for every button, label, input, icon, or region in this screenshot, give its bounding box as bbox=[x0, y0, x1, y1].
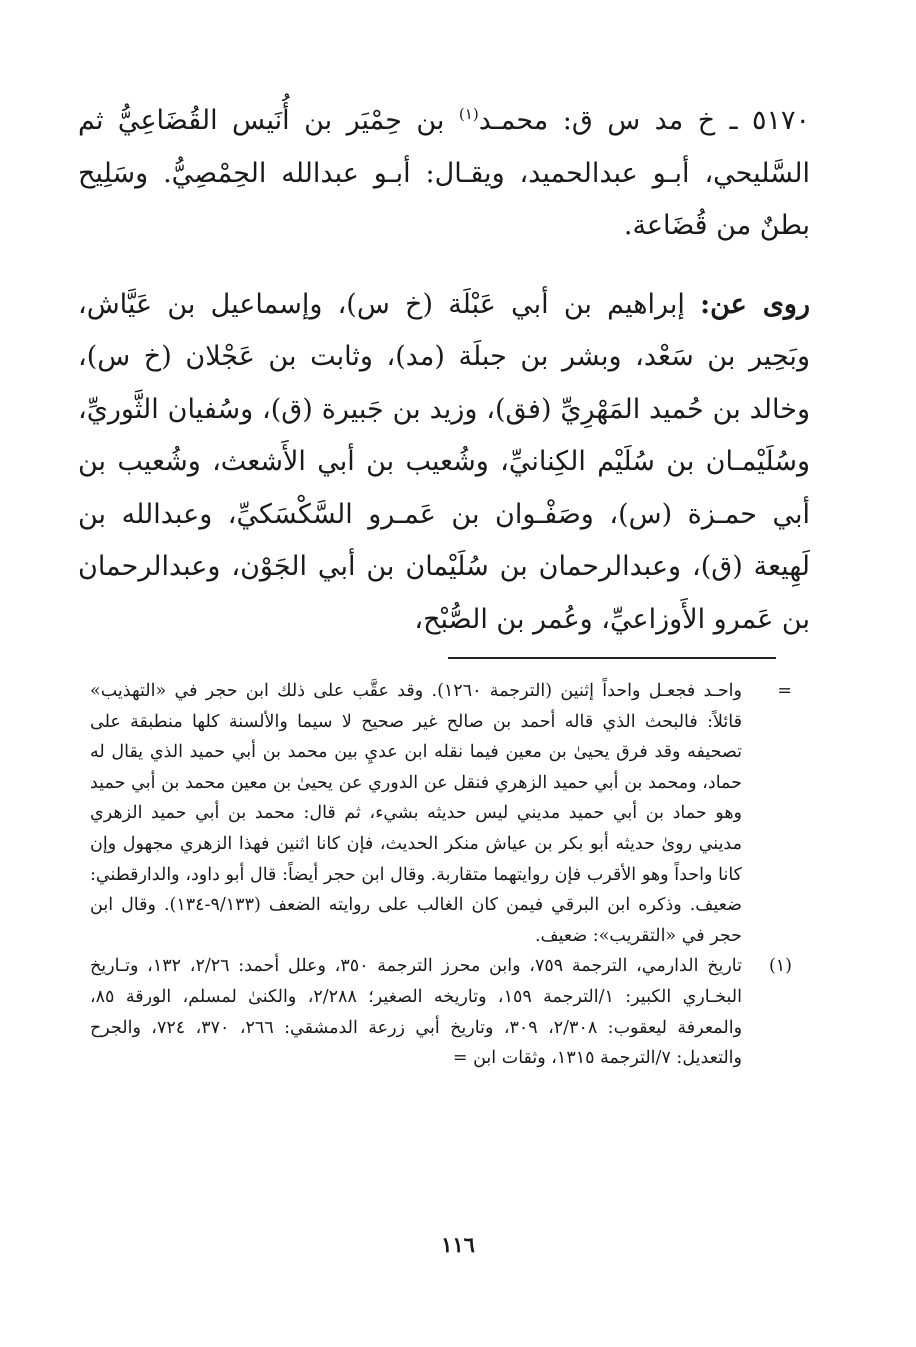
narrators-label: روى عن: bbox=[700, 288, 810, 320]
footnote-separator bbox=[448, 657, 776, 659]
biography-entry bbox=[78, 88, 810, 253]
footnotes bbox=[90, 676, 792, 1074]
footnote-1 bbox=[90, 951, 792, 1073]
entry-header: ـ خ مد س ق: محمـد bbox=[478, 105, 738, 136]
main-text bbox=[78, 88, 810, 646]
entry-body: بن حِمْيَر بن أُنَيس القُضَاعِيُّ ثم السَّليحي، أبـو عبدالحميد، ويقـال: أبـو عبدالله الحِمْصِيُّ. وسَلِيح بطنٌ من قُضَاعة. bbox=[78, 105, 810, 241]
narrators-text: إبراهيم بن أبي عَبْلَة (خ س)، وإسماعيل بن عَيَّاش، وبَحِير بن سَعْد، وبشر بن جبلَة (مد)، وثابت بن عَجْلان (خ س)، وخالد بن حُميد المَهْرِيِّ (فق)، وزيد بن جَبيرة (ق)، وسُفيان الثَّوريِّ، وسُلَيْمـان بن سُلَيْم الكِنانيِّ، وشُعيب بن أبي الأَشعث، وشُعيب بن أبي حمـزة (س)، وصَفْـوان بن عَمـرو السَّكْسَكيِّ، وعبدالله بن لَهِيعة (ق)، وعبدالرحمان بن سُلَيْمان بن أبي الجَوْن، وعبدالرحمان بن عَمرو الأَوزاعيِّ، وعُمر بن الصُّبْح، bbox=[78, 288, 810, 635]
entry-number: ٥١٧٠ bbox=[751, 105, 810, 136]
page-number: ١١٦ bbox=[441, 1232, 475, 1257]
footnote-marker: = bbox=[777, 681, 792, 701]
footnote-text: تاريخ الدارمي، الترجمة ٧٥٩، وابن محرز الترجمة ٣٥٠، وعلل أحمد: ٢/٢٦، ١٣٢، وتـاريخ البخـاري الكبير: ١/الترجمة ١٥٩، وتاريخه الصغير؛ ٢/٢٨٨، والكنىٰ لمسلم، الورقة ٨٥، والمعرفة ليعقوب: ٢/٣٠٨، ٣٠٩، وتاريخ أبي زرعة الدمشقي: ٢٦٦، ٣٧٠، ٧٢٤، والجرح والتعديل: ٧/الترجمة ١٣١٥، وثقات ابن = bbox=[90, 956, 743, 1069]
footnote-reference: (١) bbox=[458, 105, 479, 123]
footnote-continued bbox=[90, 676, 792, 951]
footnote-marker: (١) bbox=[768, 956, 792, 977]
narrators-paragraph bbox=[78, 279, 810, 647]
footnote-text: واحـد فجعـل واحداً إثنين (الترجمة ١٢٦٠). وقد عقَّب على ذلك ابن حجر في «التهذيب» قائلاً: فالبحث الذي قاله أحمد بن صالح غير صحيح لا سيما والألسنة كلها منطبقة على تصحيفه وقد فرق يحيىٰ بن معين فيما نقله ابن عديِ بين محمد بن أبي حميد الذي يقال له حماد، ومحمد بن أبي حميد الزهري فنقل عن الدوري عن يحيىٰ بن معين محمد بن أبي حميد وهو حماد بن أبي حميد مديني ليس حديثه بشيء، ثم قال: محمد بن أبي حميد الزهري مديني روىٰ حديثه أبو بكر بن عياش منكر الحديث، فإن كانا اثنين فهذا الزهري مجهول وإن كانا واحداً وهو الأقرب فإن روايتهما متقاربة. وقال ابن حجر أيضاً: قال أبو داود، والدارقطني: ضعيف. وذكره ابن البرقي فيمن كان الغالب على روايته الضعف (٩/١٣٣-١٣٤). وقال ابن حجر في «التقريب»: ضعيف. bbox=[90, 681, 742, 946]
